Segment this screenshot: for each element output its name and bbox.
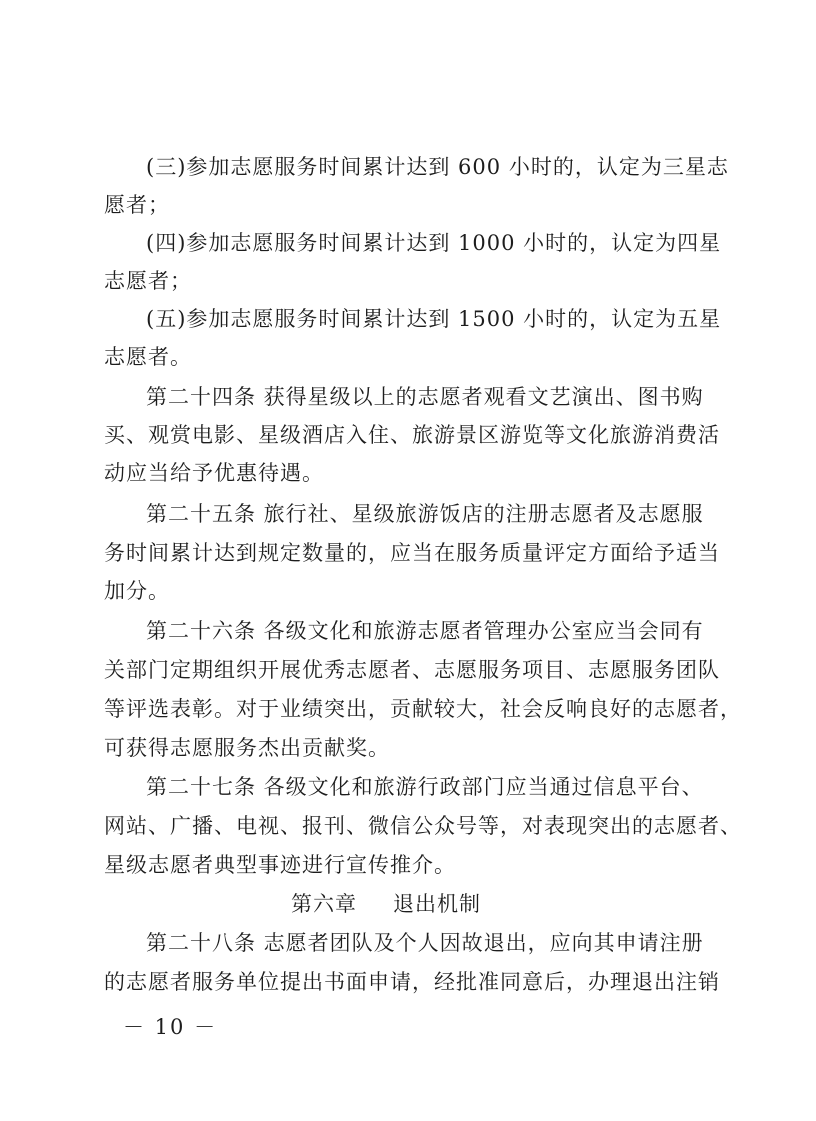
text-line: 加分。 [104, 579, 170, 603]
text-line: (四)参加志愿服务时间累计达到 1000 小时的，认定为四星 [146, 231, 722, 255]
text-line: 可获得志愿服务杰出贡献奖。 [104, 736, 390, 760]
text-line: 志愿者。 [104, 345, 192, 369]
text-line: (三)参加志愿服务时间累计达到 600 小时的，认定为三星志 [146, 155, 729, 179]
text-line: 关部门定期组织开展优秀志愿者、志愿服务项目、志愿服务团队 [104, 658, 720, 682]
chapter-number: 第六章 [291, 892, 357, 916]
text-line: 买、观赏电影、星级酒店入住、旅游景区游览等文化旅游消费活 [104, 423, 720, 447]
page-number: － 10 － [123, 1015, 218, 1039]
text-line: 星级志愿者典型事迹进行宣传推介。 [104, 853, 456, 877]
text-line: 动应当给予优惠待遇。 [104, 461, 324, 485]
text-line: 等评选表彰。对于业绩突出，贡献较大，社会反响良好的志愿者， [104, 697, 742, 721]
article-26: 第二十六条 各级文化和旅游志愿者管理办公室应当会同有 [146, 619, 704, 643]
text-line: 的志愿者服务单位提出书面申请，经批准同意后，办理退出注销 [104, 970, 720, 994]
text-line: 志愿者； [104, 269, 192, 293]
article-27: 第二十七条 各级文化和旅游行政部门应当通过信息平台、 [146, 775, 704, 799]
text-line: 愿者； [104, 193, 170, 217]
text-line: 网站、广播、电视、报刊、微信公众号等，对表现突出的志愿者、 [104, 814, 742, 838]
chapter-title: 退出机制 [393, 892, 481, 916]
text-line: (五)参加志愿服务时间累计达到 1500 小时的，认定为五星 [146, 307, 722, 331]
article-28: 第二十八条 志愿者团队及个人因故退出，应向其申请注册 [146, 931, 704, 955]
chapter-heading [291, 890, 481, 918]
article-25: 第二十五条 旅行社、星级旅游饭店的注册志愿者及志愿服 [146, 502, 704, 526]
article-24: 第二十四条 获得星级以上的志愿者观看文艺演出、图书购 [146, 385, 704, 409]
text-line: 务时间累计达到规定数量的，应当在服务质量评定方面给予适当 [104, 541, 720, 565]
